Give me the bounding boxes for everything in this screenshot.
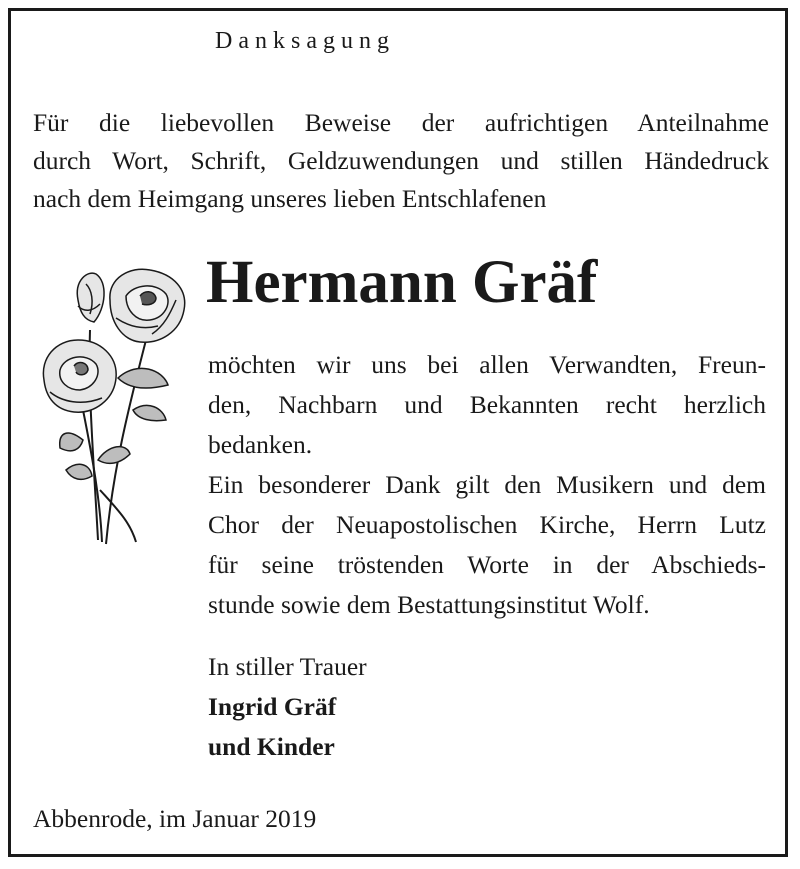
rose-large: [110, 269, 185, 342]
thanks-line: stunde sowie dem Bestattungsinstitut Wolf.: [208, 590, 650, 619]
rose-bud: [77, 273, 104, 322]
intro-text: [33, 104, 769, 218]
thanks-line: für seine tröstenden Worte in der Abschieds-: [208, 550, 766, 579]
place-date: Abbenrode, im Januar 2019: [33, 804, 317, 833]
intro-line: Für die liebevollen Beweise der aufrichtigen Anteilnahme: [33, 108, 769, 137]
thanks-line: den, Nachbarn und Bekannten recht herzlich: [208, 390, 766, 419]
signer-name: Ingrid Gräf: [208, 692, 337, 721]
thanks-text: [208, 345, 766, 625]
signer-name: und Kinder: [208, 732, 335, 761]
roses-illustration: [38, 260, 198, 550]
thanks-line: Ein besonderer Dank gilt den Musikern und dem: [208, 470, 766, 499]
thanks-line: möchten wir uns bei allen Verwandten, Freun-: [208, 350, 766, 379]
sign-intro: In stiller Trauer: [208, 652, 367, 681]
deceased-name: Hermann Gräf: [206, 249, 598, 316]
rose-medium: [43, 340, 116, 412]
intro-line: durch Wort, Schrift, Geldzuwendungen und stillen Händedruck: [33, 146, 769, 175]
intro-line: nach dem Heimgang unseres lieben Entschlafenen: [33, 184, 547, 213]
thanks-line: bedanken.: [208, 430, 313, 459]
signature-block: [208, 647, 367, 767]
thanks-line: Chor der Neuapostolischen Kirche, Herrn Lutz: [208, 510, 766, 539]
notice-heading: Danksagung: [215, 28, 395, 54]
